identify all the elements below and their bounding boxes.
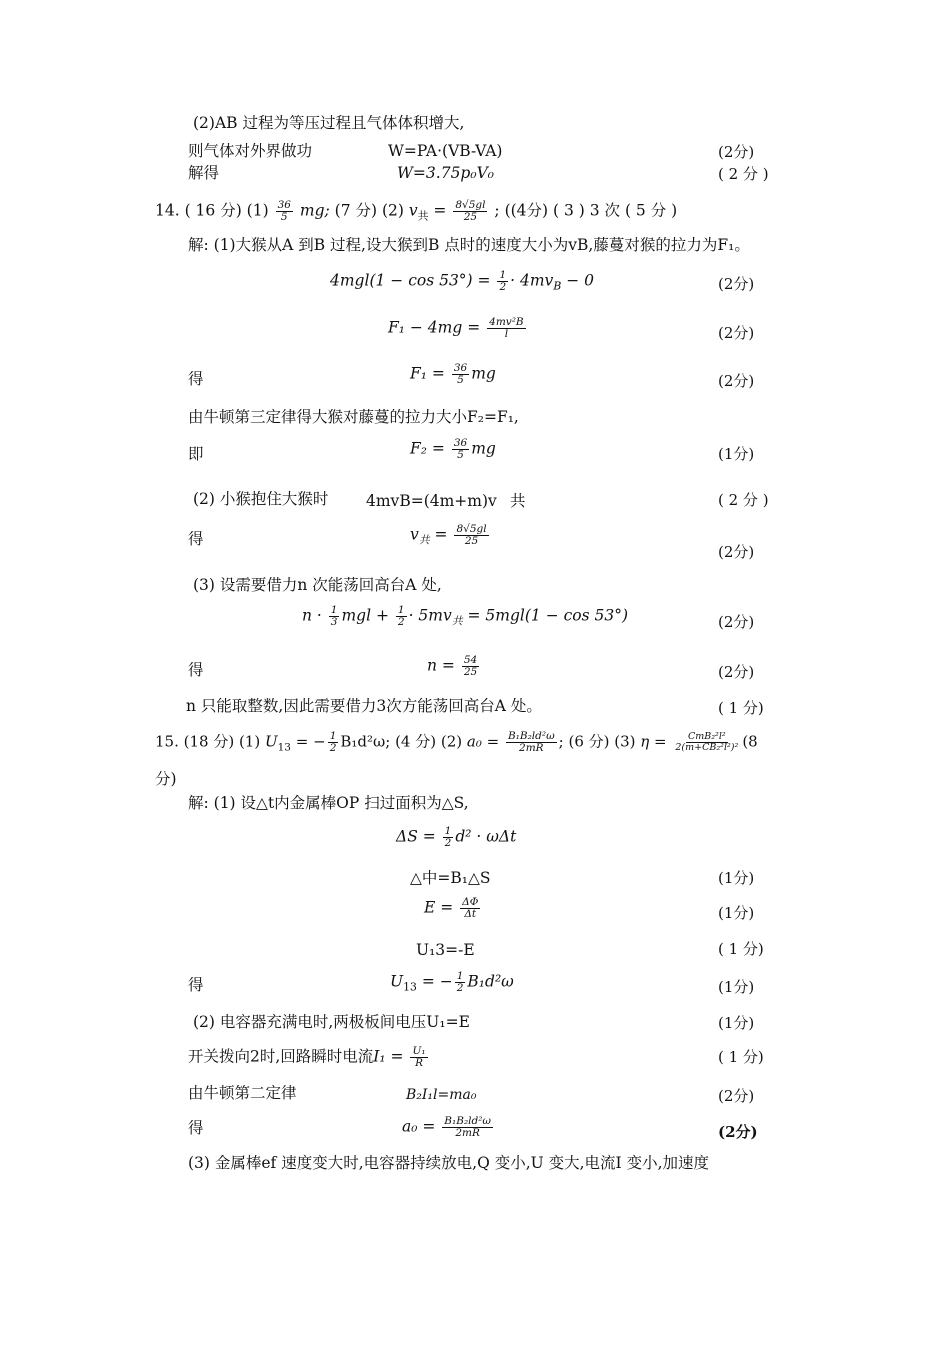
q14-eq3-left: F₁ = [410, 364, 450, 383]
q14-eq6-b: mgl + [341, 606, 394, 625]
q14-eq5-frac [454, 524, 488, 547]
part2-result-score: ( 2 分 ) [718, 165, 769, 183]
q14-eq5-sub: 共 [418, 533, 430, 547]
part2-work-label: 则气体对外界做功 [188, 142, 313, 160]
q14-eq5-score: (2分) [718, 543, 755, 561]
frac-num: 8√5gl [455, 199, 486, 211]
q14-eq6-a: n · [302, 606, 327, 625]
frac-num: 1 [330, 604, 338, 616]
part2-result-eq: W=3.75p₀V₀ [397, 164, 494, 182]
q14-eq4-frac [452, 438, 469, 461]
q15-a0-score: (2分) [718, 1123, 758, 1141]
q15-eqU2 [390, 971, 514, 994]
q14-p2-text: (2) 小猴抱住大猴时 [193, 490, 329, 508]
q15-intro: 解: (1) 设△t内金属棒OP 扫过面积为△S, [188, 794, 469, 812]
frac-den: 2 [499, 281, 507, 294]
q14-p2-eq: 4mvB=(4m+m)v [366, 492, 497, 510]
q14-eq5-v: v [410, 525, 419, 544]
q15-header-e: (8 [742, 732, 758, 751]
q15-switch-eq: I₁ = [373, 1047, 409, 1066]
frac-num: 1 [444, 825, 452, 837]
frac-den: R [415, 1057, 423, 1070]
frac-num: 1 [499, 269, 507, 281]
frac-den: 5 [457, 449, 464, 462]
q15-header-f2 [506, 731, 557, 754]
q14-eq3 [410, 363, 496, 386]
q15-a0-frac [442, 1116, 493, 1139]
part2-line1: (2)AB 过程为等压过程且气体体积增大, [193, 114, 465, 132]
q15-eqPhi-score: (1分) [718, 869, 755, 887]
frac-num: 36 [453, 362, 468, 374]
q15-eqU2-frac [455, 971, 466, 994]
q14-eq5-label: 得 [188, 530, 204, 548]
q15-switch-text: 开关拨向2时,回路瞬时电流 [188, 1047, 374, 1066]
q14-eq6 [302, 605, 628, 628]
q14-eq5 [410, 524, 491, 547]
frac-den: 25 [464, 535, 479, 548]
q14-eq3-frac [452, 363, 469, 386]
q15-switch [188, 1046, 430, 1069]
q15-header-u: U [264, 732, 278, 751]
q15-eqU2-b: = − [416, 972, 453, 991]
q14-eq1-score: (2分) [718, 275, 755, 293]
q14-header-f1-tail: mg; [299, 201, 330, 220]
frac-den: 3 [330, 616, 338, 629]
q15-header-u-sub: 13 [277, 741, 291, 754]
q14-eq6-f1 [329, 605, 340, 628]
q14-header-pre: 14. ( 16 分) (1) [155, 201, 269, 220]
q14-eq6-score: (2分) [718, 613, 755, 631]
q14-p2-score: ( 2 分 ) [718, 491, 769, 509]
frac-num: CmB₂²l² [687, 731, 726, 743]
part2-work-eq: W=PA·(VB-VA) [388, 142, 503, 160]
q14-eq1 [330, 270, 594, 293]
q15-p2-score: (1分) [718, 1014, 755, 1032]
q14-eq6-sub: 共 [451, 614, 463, 628]
q14-eq1-end: − 0 [561, 271, 594, 290]
q15-a0-label: 得 [188, 1119, 204, 1137]
q14-eq5-eq: = [429, 525, 453, 544]
q14-eq7-score: (2分) [718, 663, 755, 681]
q14-eq4-left: F₂ = [410, 439, 450, 458]
q14-eq2-left: F₁ − 4mg = [388, 318, 486, 337]
q14-newton3: 由牛顿第三定律得大猴对藤蔓的拉力大小F₂=F₁, [188, 408, 519, 426]
q14-eq1-sub: B [553, 279, 562, 293]
q14-eq6-c: · 5mv [408, 606, 452, 625]
q15-eqU: U₁3=-E [416, 941, 475, 959]
q15-header-f1 [328, 731, 339, 754]
frac-den: 25 [463, 666, 478, 679]
q14-eq4 [410, 438, 496, 461]
q15-header-c: B₁d²ω; (4 分) (2) [340, 732, 467, 751]
frac-den: Δt [464, 908, 477, 921]
frac-den: 2mR [519, 742, 544, 755]
q14-header-tail: ; ((4分) ( 3 ) 3 次 ( 5 分 ) [494, 201, 678, 220]
frac-den: 2 [456, 982, 464, 995]
q15-switch-score: ( 1 分) [718, 1048, 764, 1066]
frac-den: 25 [463, 211, 478, 224]
frac-den: 5 [280, 211, 288, 224]
frac-num: B₁B₂ld²ω [444, 1115, 491, 1127]
q15-eqE [424, 897, 482, 920]
frac-den: 2 [329, 742, 337, 755]
q15-eqS-a: ΔS = [396, 827, 441, 846]
q14-eq1-a: 4mgl(1 − cos 53°) = [330, 271, 496, 290]
q15-p3-text: (3) 金属棒ef 速度变大时,电容器持续放电,Q 变小,U 变大,电流I 变小,加速度 [188, 1154, 710, 1172]
q14-eq2-score: (2分) [718, 324, 755, 342]
q15-eqPhi: △中=B₁△S [410, 869, 491, 887]
q14-header-mid: (7 分) (2) [334, 201, 409, 220]
frac-den: 2 [444, 837, 452, 850]
q14-eq6-f2 [396, 605, 407, 628]
q15-header-eta: η = [640, 732, 672, 751]
frac-num: 36 [453, 437, 468, 449]
q15-eqE-a: E = [424, 898, 459, 917]
q15-header-f3 [673, 732, 740, 753]
part2-work-score: (2分) [718, 143, 755, 161]
frac-den: 2 [397, 616, 405, 629]
q15-eqU2-sub: 13 [403, 980, 417, 994]
q14-eq2-frac [487, 317, 526, 340]
frac-den: 2mR [455, 1127, 480, 1140]
q14-header-eq: = [433, 201, 452, 220]
q14-eq4-label: 即 [188, 445, 204, 463]
frac-num: 1 [456, 970, 464, 982]
q14-p2-gong: 共 [510, 492, 526, 510]
q14-header-v: v [408, 201, 418, 220]
frac-den: l [504, 328, 509, 341]
q15-newton2-eq: B₂I₁l=ma₀ [406, 1087, 477, 1103]
q15-eqS [396, 826, 516, 849]
q14-eq6-d: = 5mgl(1 − cos 53°) [462, 606, 629, 625]
q14-eq2 [388, 317, 528, 340]
q15-a0 [402, 1116, 495, 1139]
q15-eqS-b: d² · ωΔt [455, 827, 517, 846]
frac-num: 54 [463, 654, 478, 666]
q15-header-b: = − [291, 732, 326, 751]
frac-num: 8√5gl [456, 523, 487, 535]
frac-num: B₁B₂ld²ω [507, 730, 555, 742]
q15-a0-left: a₀ = [402, 1117, 441, 1136]
frac-num: 1 [329, 730, 337, 742]
q14-eq4-tail: mg [471, 439, 496, 458]
q15-eqU-score: ( 1 分) [718, 940, 764, 958]
frac-num: 36 [277, 199, 291, 211]
q15-newton2-text: 由牛顿第二定律 [188, 1084, 297, 1102]
q15-eqU2-label: 得 [188, 976, 204, 994]
q14-conclusion: n 只能取整数,因此需要借力3次方能荡回高台A 处。 [186, 697, 542, 715]
q14-eq1-b: · 4mv [510, 271, 554, 290]
q14-eq4-score: (1分) [718, 445, 755, 463]
q14-intro: 解: (1)大猴从A 到B 过程,设大猴到B 点时的速度大小为vB,藤蔓对猴的拉力为F₁。 [188, 236, 750, 254]
frac-num: ΔΦ [462, 896, 479, 908]
q15-header-a: 15. (18 分) (1) [155, 732, 265, 751]
q14-eq3-label: 得 [188, 370, 204, 388]
q15-eqU2-score: (1分) [718, 978, 755, 996]
q14-eq3-score: (2分) [718, 372, 755, 390]
q15-eqU2-u: U [390, 972, 404, 991]
q14-header [155, 200, 677, 223]
q14-eq1-frac [497, 270, 508, 293]
frac-num: 1 [397, 604, 405, 616]
q15-eqE-frac [460, 897, 480, 920]
q15-header-d: ; (6 分) (3) [558, 732, 641, 751]
q15-switch-frac [410, 1046, 427, 1069]
q14-p3-text: (3) 设需要借力n 次能荡回高台A 处, [193, 576, 442, 594]
q14-eq7-frac [462, 655, 479, 678]
part2-result-label: 解得 [188, 164, 220, 182]
q15-header-cont: 分) [155, 770, 177, 788]
q14-header-f1 [276, 200, 293, 223]
q15-eqS-frac [443, 826, 454, 849]
q14-eq7 [427, 655, 481, 678]
frac-num: 4mv²B [489, 316, 524, 328]
q14-conclusion-score: ( 1 分) [718, 699, 764, 717]
frac-num: U₁ [412, 1045, 426, 1057]
q15-header-a0: a₀ = [466, 732, 504, 751]
q14-eq3-tail: mg [471, 364, 496, 383]
q15-eqU2-c: B₁d²ω [467, 972, 514, 991]
q14-eq7-left: n = [427, 656, 460, 675]
q15-p2-text: (2) 电容器充满电时,两极板间电压U₁=E [193, 1013, 470, 1031]
q14-header-f2 [453, 200, 487, 223]
q15-header [155, 731, 758, 754]
q14-eq7-label: 得 [188, 661, 204, 679]
q14-header-v-sub: 共 [417, 209, 429, 223]
frac-den: 5 [457, 374, 464, 387]
frac-den: 2(m+CB₂²l²)² [675, 742, 739, 754]
q15-newton2-score: (2分) [718, 1087, 755, 1105]
q15-eqE-score: (1分) [718, 904, 755, 922]
